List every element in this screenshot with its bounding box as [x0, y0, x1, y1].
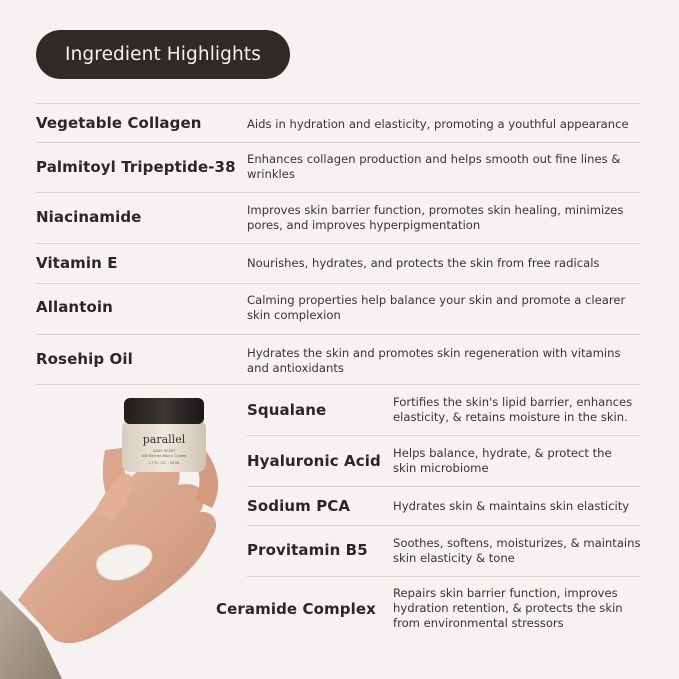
- jar-brand-text: parallel: [142, 433, 186, 446]
- jar-line2-text: Silk Barrier Bionic Cream: [141, 454, 187, 458]
- ingredient-name: Niacinamide: [36, 208, 142, 226]
- ingredient-name: Ceramide Complex: [216, 600, 376, 618]
- ingredient-description: Calming properties help balance your skin and promote a clearer skin complexion: [247, 293, 626, 322]
- hand-holding-jar-illustration: [0, 390, 250, 679]
- divider: [36, 103, 640, 104]
- ingredient-description: Improves skin barrier function, promotes skin healing, minimizes pores, and improves hyperpigmentation: [247, 203, 624, 232]
- ingredient-description: Repairs skin barrier function, improves hydration retention, & protects the skin from environmental stressors: [393, 586, 623, 630]
- ingredient-description: Fortifies the skin's lipid barrier, enhances elasticity, & retains moisture in the skin.: [393, 395, 633, 424]
- ingredient-name: Vitamin E: [36, 254, 118, 272]
- section-title: Ingredient Highlights: [65, 44, 261, 65]
- ingredient-name: Squalane: [247, 401, 327, 419]
- ingredient-name: Allantoin: [36, 298, 113, 316]
- ingredient-name: Rosehip Oil: [36, 350, 133, 368]
- ingredient-description: Soothes, softens, moisturizes, & maintains skin elasticity & tone: [393, 536, 641, 565]
- divider: [36, 142, 640, 143]
- ingredient-description: Enhances collagen production and helps smooth out fine lines & wrinkles: [247, 152, 621, 181]
- jar-line1-text: DAILY RESET: [152, 449, 176, 453]
- ingredient-name: Palmitoyl Tripeptide-38: [36, 158, 236, 176]
- divider: [247, 486, 640, 487]
- ingredient-description: Hydrates the skin and promotes skin regeneration with vitamins and antioxidants: [247, 346, 621, 375]
- ingredient-description: Hydrates skin & maintains skin elasticity: [393, 499, 630, 513]
- ingredient-description: Aids in hydration and elasticity, promoting a youthful appearance: [247, 117, 629, 131]
- divider: [36, 283, 640, 284]
- divider: [36, 384, 640, 385]
- jar-line3-text: 1.7 FL. OZ. · 50 ML: [148, 461, 180, 465]
- ingredient-name: Provitamin B5: [247, 541, 368, 559]
- product-photo: [0, 390, 250, 679]
- divider: [247, 525, 640, 526]
- ingredient-name: Sodium PCA: [247, 497, 351, 515]
- divider: [36, 243, 640, 244]
- divider: [36, 192, 640, 193]
- divider: [247, 576, 640, 577]
- section-title-pill: [36, 30, 290, 79]
- divider: [247, 435, 640, 436]
- ingredient-description: Helps balance, hydrate, & protect the skin microbiome: [393, 446, 612, 475]
- divider: [36, 334, 640, 335]
- ingredient-name: Hyaluronic Acid: [247, 452, 381, 470]
- ingredient-description: Nourishes, hydrates, and protects the skin from free radicals: [247, 256, 600, 270]
- ingredient-name: Vegetable Collagen: [36, 114, 202, 132]
